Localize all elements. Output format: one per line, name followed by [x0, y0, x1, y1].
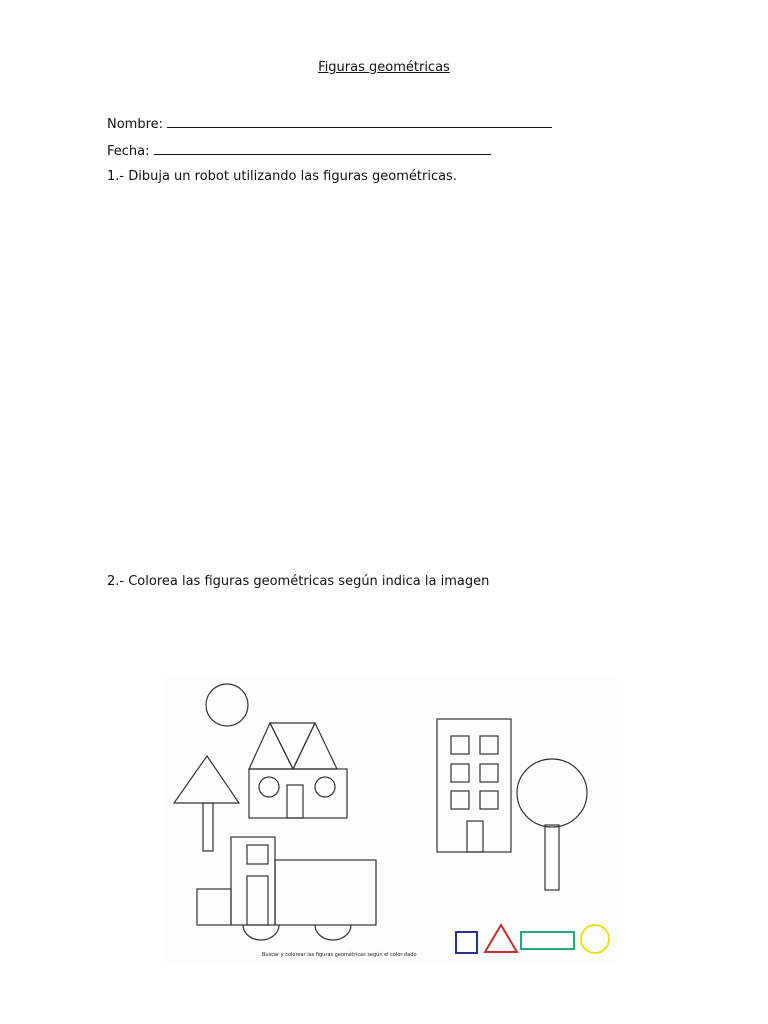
tree-triangle — [174, 756, 239, 803]
house-window-left — [259, 777, 279, 797]
round-tree-crown — [517, 759, 587, 827]
key-rectangle-green — [521, 932, 574, 949]
house-roof-2 — [293, 723, 337, 769]
sun-circle — [206, 684, 248, 726]
truck-cargo — [275, 860, 376, 925]
building-body — [437, 719, 511, 852]
date-label: Fecha: — [107, 144, 150, 159]
key-triangle-red — [485, 925, 517, 952]
building-window — [451, 791, 469, 809]
house-roof — [249, 723, 293, 769]
question-2: 2.- Colorea las figuras geométricas según indica la imagen — [107, 574, 490, 589]
worksheet-title: Figuras geométricas — [318, 60, 450, 75]
truck-front — [197, 889, 231, 925]
building-window — [480, 736, 498, 754]
truck-wheel-back — [315, 925, 351, 940]
illustration-caption: Buscar y colorear las figuras geométricas según el color dado — [262, 952, 417, 958]
house-window-right — [315, 777, 335, 797]
name-label: Nombre: — [107, 117, 164, 132]
tree-trunk — [203, 803, 213, 851]
building-window — [480, 764, 498, 782]
shapes-illustration — [165, 678, 617, 963]
building-window — [451, 764, 469, 782]
building-door — [467, 821, 483, 852]
truck-cabin-window — [247, 845, 268, 864]
round-tree-trunk — [545, 825, 559, 890]
name-field-row — [107, 115, 552, 132]
key-circle-yellow — [581, 925, 609, 953]
date-blank-line[interactable] — [154, 142, 491, 155]
question-1: 1.- Dibuja un robot utilizando las figuras geométricas. — [107, 169, 457, 184]
building-window — [480, 791, 498, 809]
house-door — [287, 785, 303, 818]
building-window — [451, 736, 469, 754]
name-blank-line[interactable] — [167, 115, 552, 128]
truck-cabin-door — [247, 876, 268, 925]
key-square-blue — [456, 932, 477, 953]
truck-wheel-front — [243, 925, 279, 940]
date-field-row — [107, 142, 491, 159]
shapes-drawing — [165, 678, 617, 963]
